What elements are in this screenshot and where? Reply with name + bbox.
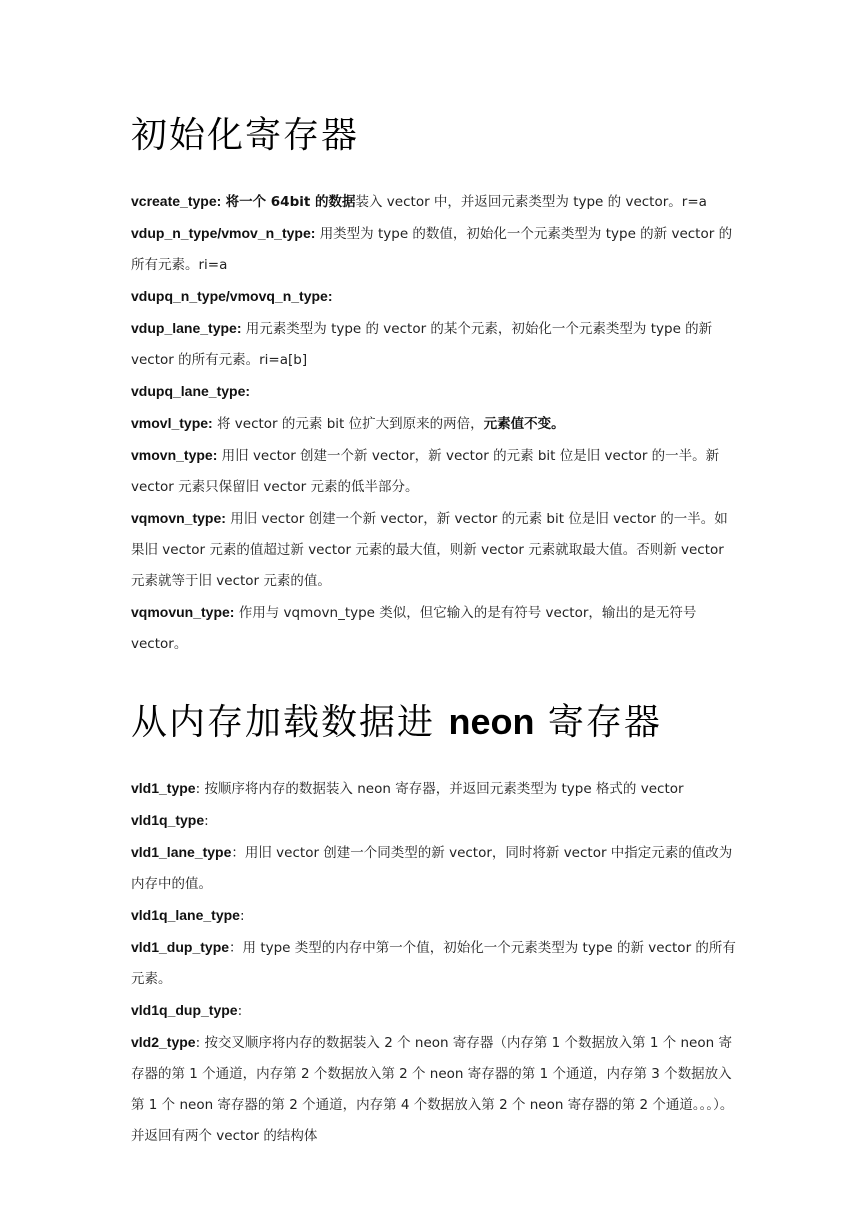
entry-vmovl bbox=[131, 408, 737, 440]
entry-sep: : bbox=[237, 1003, 243, 1019]
title-part-cjk: 寄存器 bbox=[547, 702, 662, 743]
entry-term: vld1_type bbox=[131, 780, 196, 796]
entry-term: vdup_n_type/vmov_n_type: bbox=[131, 225, 316, 241]
entry-term: vdupq_n_type/vmovq_n_type: bbox=[131, 288, 333, 304]
section-load-neon-entries bbox=[131, 773, 737, 1152]
entry-term: vld1q_type bbox=[131, 812, 205, 828]
section-title-init-registers: 初始化寄存器 bbox=[131, 115, 360, 156]
entry-sep: : bbox=[204, 813, 209, 829]
entry-vld1q-dup bbox=[131, 995, 737, 1027]
entry-desc: 作用与 vqmovn_type 类似，但它输入的是有符号 vector，输出的是无符号 vector。 bbox=[131, 605, 697, 652]
entry-desc: 按顺序将内存的数据装入 neon 寄存器，并返回元素类型为 type 格式的 vector bbox=[204, 781, 684, 797]
entry-term: vcreate_type: bbox=[131, 193, 222, 209]
entry-desc: 装入 vector 中，并返回元素类型为 type 的 vector。r=a bbox=[355, 194, 707, 210]
entry-sep: : bbox=[239, 908, 245, 924]
entry-vld1-dup bbox=[131, 932, 737, 995]
entry-vqmovun bbox=[131, 597, 737, 660]
title-part-latin: neon bbox=[448, 701, 535, 742]
section-title-load-neon bbox=[131, 694, 737, 751]
entry-vld1-lane bbox=[131, 837, 737, 900]
entry-desc: 按交叉顺序将内存的数据装入 2 个 neon 寄存器（内存第 1 个数据放入第 1 个 neon 寄存器的第 1 个通道，内存第 2 个数据放入第 2 个 neon 寄存器的第 1 个通道，内存第 3 个数据放入第 1 个 neon 寄存器的第 2 个通道，内存第 4 个数据放入第 2 个 neon 寄存器的第 2 个通道。。。）。并返回有两个 vector 的结构体 bbox=[131, 1035, 734, 1144]
entry-vld1q-lane bbox=[131, 900, 737, 932]
entry-sep: : bbox=[195, 1035, 205, 1051]
entry-vdupq-n bbox=[131, 281, 737, 313]
entry-term: vdupq_lane_type: bbox=[131, 383, 251, 399]
title-part-cjk: 从内存加载数据进 bbox=[131, 702, 436, 743]
entry-desc: 用旧 vector 创建一个同类型的新 vector，同时将新 vector 中指定元素的值改为内存中的值。 bbox=[131, 845, 733, 892]
section-init-registers-entries bbox=[131, 186, 737, 660]
entry-term: vld1_lane_type bbox=[131, 844, 232, 860]
entry-vqmovn bbox=[131, 503, 737, 597]
entry-vdupq-lane bbox=[131, 376, 737, 408]
entry-term: vmovl_type: bbox=[131, 415, 213, 431]
entry-sep: ： bbox=[229, 940, 243, 956]
entry-sep: : bbox=[195, 781, 205, 797]
entry-vdup-lane bbox=[131, 313, 737, 376]
entry-desc: 用 type 类型的内存中第一个值，初始化一个元素类型为 type 的新 vector 的所有元素。 bbox=[131, 940, 736, 987]
entry-vld2 bbox=[131, 1027, 737, 1152]
entry-term: vld1_dup_type bbox=[131, 939, 230, 955]
entry-desc: 用类型为 type 的数值，初始化一个元素类型为 type 的新 vector 的所有元素。ri=a bbox=[131, 226, 733, 273]
entry-term: vqmovun_type: bbox=[131, 604, 235, 620]
entry-term: vmovn_type: bbox=[131, 447, 218, 463]
entry-desc: 将 vector 的元素 bit 位扩大到原来的两倍， bbox=[217, 416, 484, 432]
entry-vmovn bbox=[131, 440, 737, 503]
entry-vld1q bbox=[131, 805, 737, 837]
entry-vld1 bbox=[131, 773, 737, 805]
entry-vcreate bbox=[131, 186, 737, 218]
entry-term: vld2_type bbox=[131, 1034, 196, 1050]
entry-desc: 用元素类型为 type 的 vector 的某个元素，初始化一个元素类型为 type 的新 vector 的所有元素。ri=a[b] bbox=[131, 321, 713, 368]
entry-bold-tail: 元素值不变。 bbox=[483, 416, 565, 432]
entry-term: vld1q_dup_type bbox=[131, 1002, 238, 1018]
entry-desc: 用旧 vector 创建一个新 vector，新 vector 的元素 bit 位是旧 vector 的一半。新 vector 元素只保留旧 vector 元素的低半部分。 bbox=[131, 448, 720, 495]
entry-sep: ： bbox=[231, 845, 245, 861]
entry-term: vqmovn_type: bbox=[131, 510, 226, 526]
entry-term: vdup_lane_type: bbox=[131, 320, 242, 336]
entry-desc: 用旧 vector 创建一个新 vector，新 vector 的元素 bit 位是旧 vector 的一半。如果旧 vector 元素的值超过新 vector 元素的最大值，则新 vector 元素就取最大值。否则新 vector 元素就等于旧 vector 元素的值。 bbox=[131, 511, 728, 589]
entry-bold-desc: 将一个 64bit 的数据 bbox=[225, 194, 356, 210]
entry-term: vld1q_lane_type bbox=[131, 907, 240, 923]
entry-vdup-n bbox=[131, 218, 737, 281]
